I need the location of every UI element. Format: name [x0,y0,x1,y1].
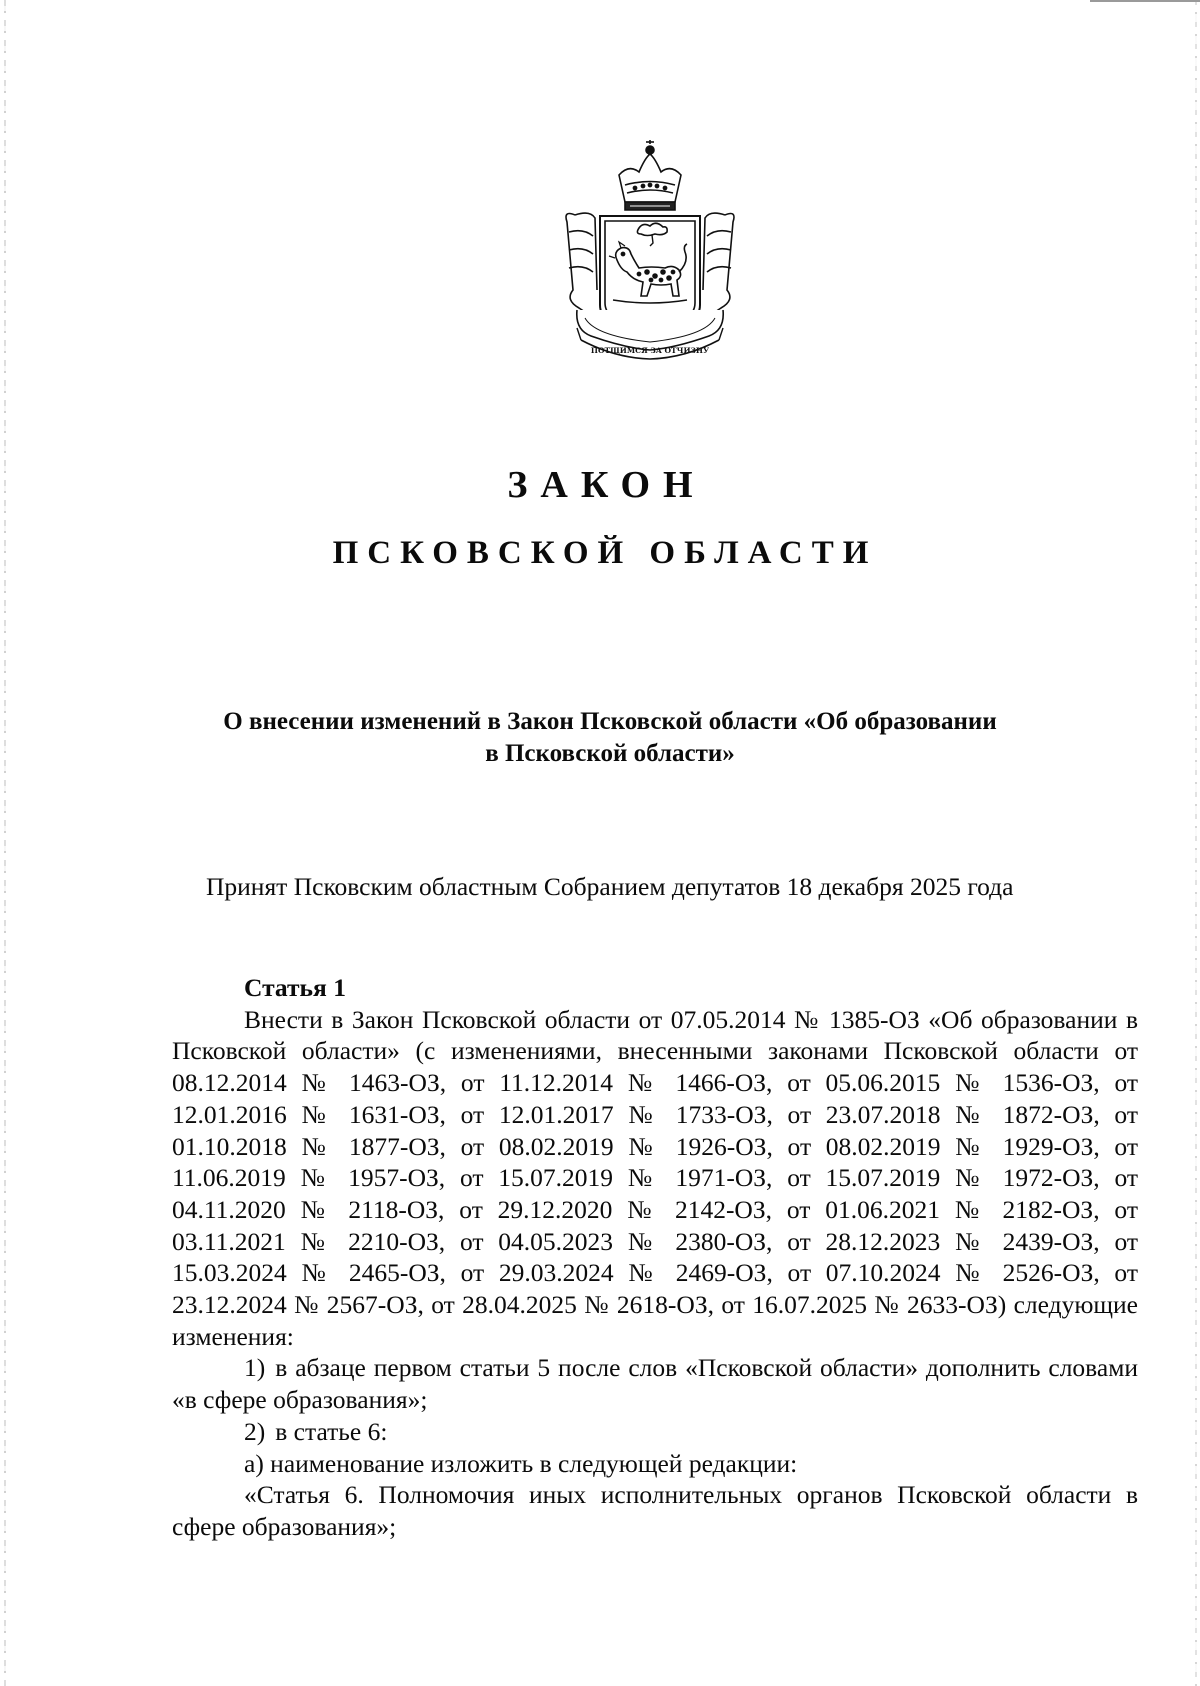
law-subject [160,706,1060,770]
scan-edge-left [4,0,6,1686]
item-2-number: 2) [244,1416,266,1446]
article-1-item-2a-quote: «Статья 6. Полномочия иных исполнительных органов Псковской области в сфере образования»; [172,1480,1138,1541]
law-title: ЗАКОН [507,464,706,506]
article-1-heading: Статья 1 [244,973,346,1002]
article-1-item-1 [172,1352,1138,1415]
item-2-text: в статье 6: [275,1416,388,1446]
item-1-text: в абзаце первом статьи 5 после слов «Псковской области» дополнить словами «в сфере образования»; [172,1353,1138,1415]
pskov-oblast-coat-of-arms-icon [555,140,745,390]
svg-text:ПОТЩИМСЯ ЗА ОТЧИЗНУ: ПОТЩИМСЯ ЗА ОТЧИЗНУ [590,346,710,355]
item-1-number: 1) [244,1353,266,1383]
scan-edge-top [1090,0,1200,2]
article-1 [172,972,1138,1543]
scan-edge-right [1195,0,1197,1686]
article-1-intro: Внести в Закон Псковской области от 07.05.2014 № 1385-ОЗ «Об образовании в Псковской области» (с изменениями, внесенными законами Псковской области от 08.12.2014 № 1463-ОЗ, от 11.12.2014 № 1466-ОЗ, от 05.06.2015 № 1536-ОЗ, от 12.01.2016 № 1631-ОЗ, от 12.01.2017 № 1733-ОЗ, от 23.07.2018 № 1872-ОЗ, от 01.10.2018 № 1877-ОЗ, от 08.02.2019 № 1926-ОЗ, от 08.02.2019 № 1929-ОЗ, от 11.06.2019 № 1957-ОЗ, от 15.07.2019 № 1971-ОЗ, от 15.07.2019 № 1972-ОЗ, от 04.11.2020 № 2118-ОЗ, от 29.12.2020 № 2142-ОЗ, от 01.06.2021 № 2182-ОЗ, от 03.11.2021 № 2210-ОЗ, от 04.05.2023 № 2380-ОЗ, от 28.12.2023 № 2439-ОЗ, от 15.03.2024 № 2465-ОЗ, от 29.03.2024 № 2469-ОЗ, от 07.10.2024 № 2526-ОЗ, от 23.12.2024 № 2567-ОЗ, от 28.04.2025 № 2618-ОЗ, от 16.07.2025 № 2633-ОЗ) следующие изменения: [172,1004,1138,1351]
article-1-item-2a: а) наименование изложить в следующей редакции: [244,1448,798,1478]
law-subject-line1: О внесении изменений в Закон Псковской области «Об образовании [223,708,997,735]
law-region: ПСКОВСКОЙ ОБЛАСТИ [332,535,878,571]
adoption-line: Принят Псковским областным Собранием депутатов 18 декабря 2025 года [206,872,1014,901]
law-subject-line2: в Псковской области» [485,740,735,767]
article-1-item-2 [172,1416,1138,1448]
